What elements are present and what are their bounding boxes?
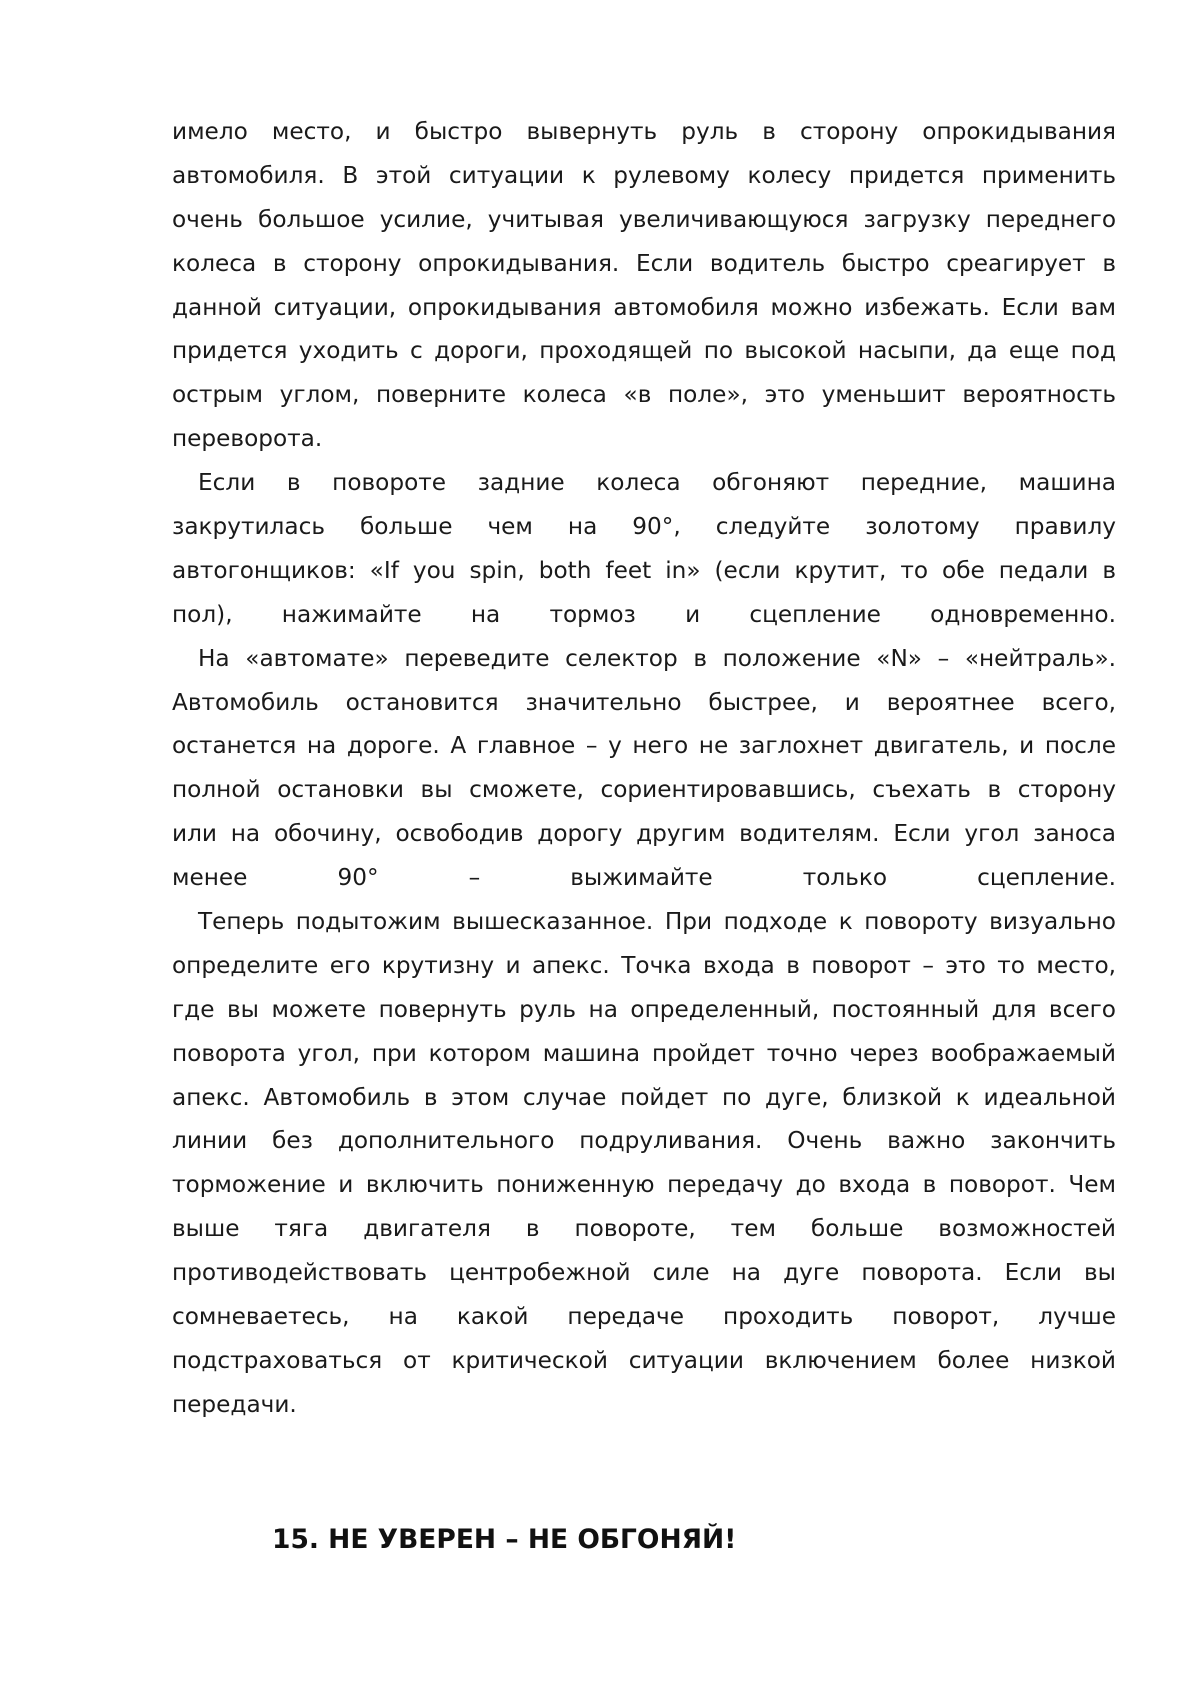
text-line: Автомобиль остановится значительно быстрее, и вероятнее всего, [172, 688, 1116, 716]
text-line: менее 90° – выжимайте только сцепление. [172, 864, 1116, 892]
text-line: автомобиля. В этой ситуации к рулевому колесу придется применить [172, 161, 1116, 189]
section-heading: 15. НЕ УВЕРЕН – НЕ ОБГОНЯЙ! [272, 1524, 737, 1555]
text-line: полной остановки вы сможете, сориентировавшись, съехать в сторону [172, 776, 1116, 804]
text-line: торможение и включить пониженную передачу до входа в поворот. Чем [172, 1171, 1116, 1199]
text-line: сомневаетесь, на какой передаче проходить поворот, лучше [172, 1303, 1116, 1331]
text-line: пол), нажимайте на тормоз и сцепление одновременно. [172, 600, 1116, 628]
text-line: очень большое усилие, учитывая увеличивающуюся загрузку переднего [172, 205, 1116, 233]
text-line: переворота. [172, 425, 323, 453]
text-line: передачи. [172, 1390, 297, 1418]
text-line: На «автомате» переведите селектор в положение «N» – «нейтраль». [198, 644, 1116, 672]
text-line: апекс. Автомобиль в этом случае пойдет по дуге, близкой к идеальной [172, 1083, 1116, 1111]
text-line: Теперь подытожим вышесказанное. При подходе к повороту визуально [198, 908, 1116, 936]
text-line: автогонщиков: «If you spin, both feet in» (если крутит, то обе педали в [172, 556, 1116, 584]
text-line: линии без дополнительного подруливания. Очень важно закончить [172, 1127, 1116, 1155]
text-line: определите его крутизну и апекс. Точка входа в поворот – это то место, [172, 951, 1116, 979]
text-line: закрутилась больше чем на 90°, следуйте золотому правилу [172, 513, 1116, 541]
text-line: поворота угол, при котором машина пройдет точно через воображаемый [172, 1039, 1116, 1067]
text-line: где вы можете повернуть руль на определенный, постоянный для всего [172, 995, 1116, 1023]
text-line: останется на дороге. А главное – у него не заглохнет двигатель, и после [172, 732, 1116, 760]
text-line: или на обочину, освободив дорогу другим водителям. Если угол заноса [172, 820, 1116, 848]
text-line: противодействовать центробежной силе на дуге поворота. Если вы [172, 1259, 1116, 1287]
text-line: имело место, и быстро вывернуть руль в сторону опрокидывания [172, 118, 1116, 145]
text-line: колеса в сторону опрокидывания. Если водитель быстро среагирует в [172, 249, 1116, 277]
text-line: подстраховаться от критической ситуации включением более низкой [172, 1346, 1116, 1374]
body-text [172, 110, 1116, 1427]
text-line: выше тяга двигателя в повороте, тем больше возможностей [172, 1215, 1116, 1243]
text-line: острым углом, поверните колеса «в поле», это уменьшит вероятность [172, 381, 1116, 409]
text-line: придется уходить с дороги, проходящей по высокой насыпи, да еще под [172, 337, 1116, 365]
text-line: данной ситуации, опрокидывания автомобиля можно избежать. Если вам [172, 293, 1116, 321]
text-line: Если в повороте задние колеса обгоняют передние, машина [198, 469, 1116, 497]
